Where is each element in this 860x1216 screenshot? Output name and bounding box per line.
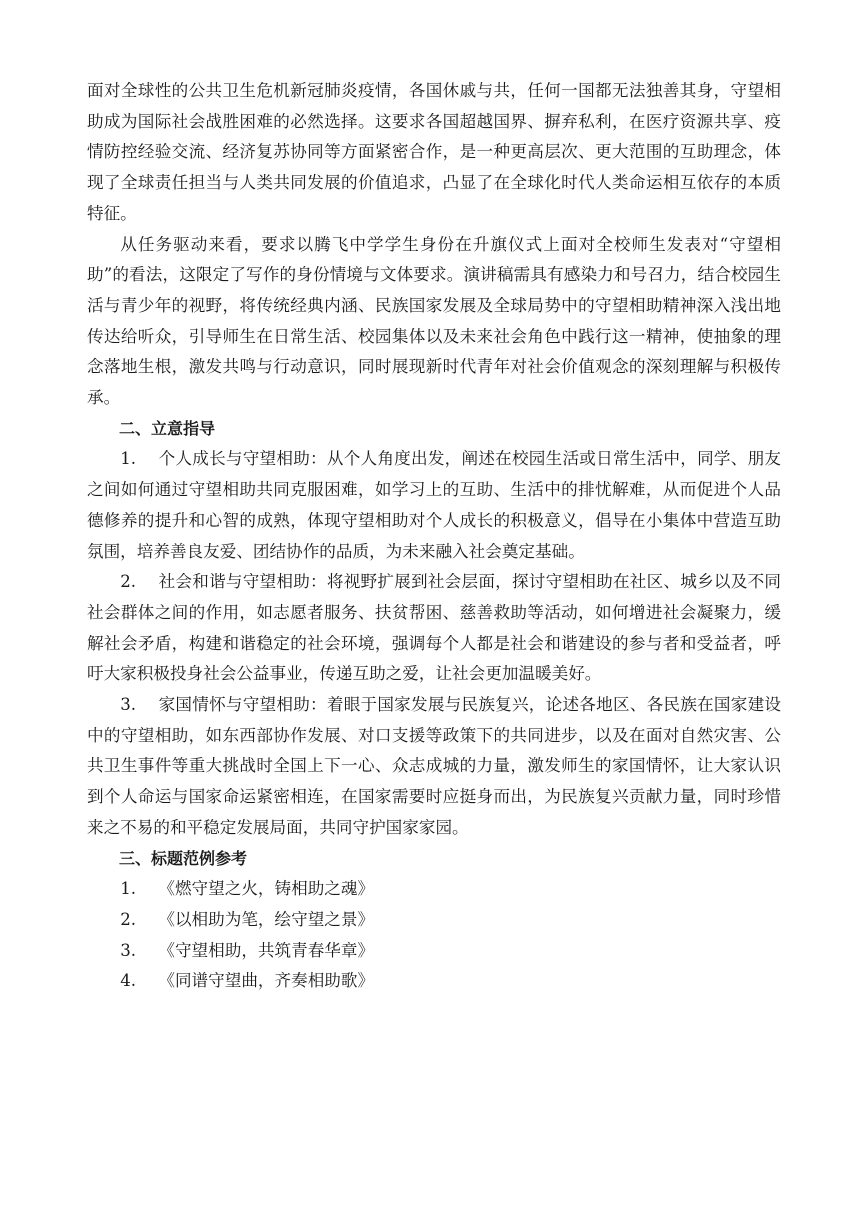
item-text: 家国情怀与守望相助：着眼于国家发展与民族复兴，论述各地区、各民族在国家建设中的守望相助，如东西部协作发展、对口支援等政策下的共同进步，以及在面对自然灾害、公共卫生事件等重大挑战时全国上下一心、众志成城的力量，激发师生的家国情怀，让大家认识到个人命运与国家命运紧密相连，在国家需要时应挺身而出，为民族复兴贡献力量，同时珍惜来之不易的和平稳定发展局面，共同守护国家家园。 xyxy=(87,695,781,837)
section-heading-title-examples: 三、标题范例参考 xyxy=(119,848,248,868)
guidance-item-2 xyxy=(87,567,781,690)
item-text: 《守望相助，共筑青春华章》 xyxy=(158,940,375,960)
paragraph-task-analysis: 从任务驱动来看，要求以腾飞中学学生身份在升旗仪式上面对全校师生发表对“守望相助”的看法，这限定了写作的身份情境与文体要求。演讲稿需具有感染力和号召力，结合校园生活与青少年的视野，将传统经典内涵、民族国家发展及全球局势中的守望相助精神深入浅出地传达给听众，引导师生在日常生活、校园集体以及未来社会角色中践行这一精神，使抽象的理念落地生根，激发共鸣与行动意识，同时展现新时代青年对社会价值观念的深刻理解与积极传承。 xyxy=(87,234,781,408)
document-page xyxy=(87,76,781,997)
title-example-3 xyxy=(87,936,781,967)
item-number: 1. xyxy=(120,449,137,469)
item-text: 《同谱守望曲，齐奏相助歌》 xyxy=(158,971,375,991)
title-example-4 xyxy=(87,966,781,997)
item-number: 3. xyxy=(120,940,137,960)
item-number: 1. xyxy=(120,879,137,899)
item-text: 社会和谐与守望相助：将视野扩展到社会层面，探讨守望相助在社区、城乡以及不同社会群体之间的作用，如志愿者服务、扶贫帮困、慈善救助等活动，如何增进社会凝聚力，缓解社会矛盾，构建和谐稳定的社会环境，强调每个人都是社会和谐建设的参与者和受益者，呼吁大家积极投身社会公益事业，传递互助之爱，让社会更加温暖美好。 xyxy=(87,572,781,684)
item-number: 2. xyxy=(120,909,137,929)
title-example-2 xyxy=(87,905,781,936)
guidance-item-1 xyxy=(87,444,781,567)
item-number: 3. xyxy=(120,695,137,715)
item-number: 4. xyxy=(120,971,137,991)
guidance-item-3 xyxy=(87,690,781,844)
item-text: 《燃守望之火，铸相助之魂》 xyxy=(158,879,375,899)
item-text: 《以相助为笔，绘守望之景》 xyxy=(158,909,375,929)
section-heading-theme-guidance: 二、立意指导 xyxy=(119,418,216,438)
title-example-1 xyxy=(87,874,781,905)
paragraph-global-cooperation: 面对全球性的公共卫生危机新冠肺炎疫情，各国休戚与共，任何一国都无法独善其身，守望相助成为国际社会战胜困难的必然选择。这要求各国超越国界、摒弃私利，在医疗资源共享、疫情防控经验交流、经济复苏协同等方面紧密合作，是一种更高层次、更大范围的互助理念，体现了全球责任担当与人类共同发展的价值追求，凸显了在全球化时代人类命运相互依存的本质特征。 xyxy=(87,81,781,223)
item-number: 2. xyxy=(120,572,137,592)
item-text: 个人成长与守望相助：从个人角度出发，阐述在校园生活或日常生活中，同学、朋友之间如何通过守望相助共同克服困难，如学习上的互助、生活中的排忧解难，从而促进个人品德修养的提升和心智的成熟，体现守望相助对个人成长的积极意义，倡导在小集体中营造互助氛围，培养善良友爱、团结协作的品质，为未来融入社会奠定基础。 xyxy=(87,449,781,561)
